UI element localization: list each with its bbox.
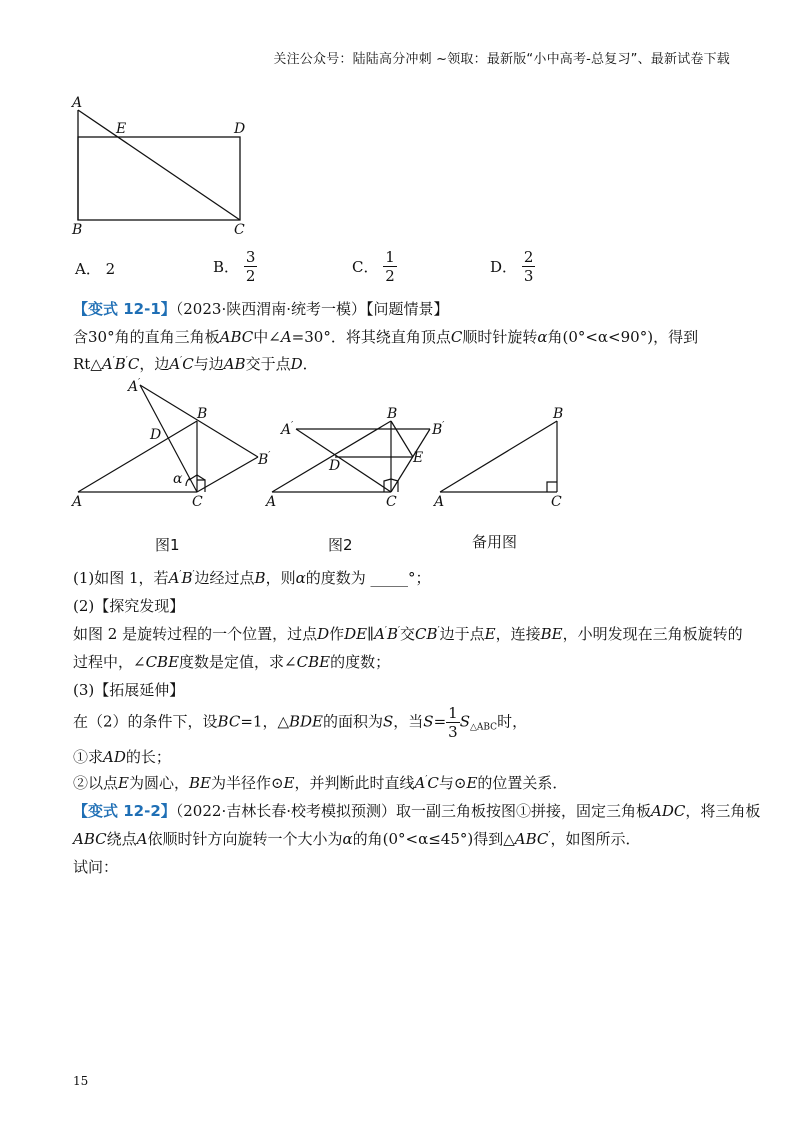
text: ABC: [73, 830, 107, 848]
text: 边经过点: [194, 569, 255, 587]
text: 角(0°<α<90°)，得到: [547, 328, 699, 346]
page-number: 15: [73, 1074, 89, 1088]
text: BC: [217, 712, 241, 731]
page-header: 关注公众号：陆陆高分冲刺 ~领取：最新版“小中高考-总复习”、最新试卷下载: [273, 52, 730, 67]
text: 作: [329, 625, 345, 643]
fig2-label-a-prime: A′: [281, 421, 294, 438]
figure-1: [78, 385, 258, 492]
variant-12-2-line-2: ABC绕点A依顺时针方向旋转一个大小为α的角(0°<α≤45°)得到△ABC′，如图所示．: [73, 830, 641, 848]
fig1-bpc: [197, 457, 258, 492]
text: 的度数为 _____°；: [305, 569, 431, 587]
text: 1: [448, 704, 458, 722]
top-fig-label-b: B: [72, 222, 83, 238]
fig1-alpha-arc: [186, 478, 190, 486]
text: CBE: [296, 653, 331, 671]
fig2-apc: [296, 429, 391, 492]
variant-12-2-line-1: [73, 800, 760, 821]
text: S: [423, 712, 434, 731]
text: B: [258, 452, 269, 468]
text: S: [383, 712, 394, 731]
fig3-right-angle: [547, 482, 557, 492]
question-2-title: (2)【探究发现】: [73, 597, 185, 615]
top-fig-label-a: A: [72, 95, 83, 111]
text: ，边: [139, 355, 170, 373]
fig2-label-b: B: [387, 406, 398, 422]
caption-spare-figure: 备用图: [472, 533, 518, 551]
question-1: (1)如图 1，若A′B′边经过点B，则α的度数为 _____°；: [73, 569, 431, 587]
variant-12-1-line-1: [73, 326, 698, 347]
text: ，将三角板: [685, 802, 761, 820]
option-c-num: 1: [385, 248, 395, 266]
text: ABC: [219, 328, 254, 346]
question-2-line-1: 如图 2 是旋转过程的一个位置，过点D作DE∥A′B′交CB′边于点E，连接BE，小明发现在三角板旋转的: [73, 625, 743, 643]
text: 顺时针旋转: [462, 328, 538, 346]
text: A: [281, 422, 292, 438]
variant-12-1-line-2: Rt△A′B′C，边A′C与边AB交于点D．: [73, 355, 318, 373]
text: 依顺时针方向旋转一个大小为: [147, 830, 343, 848]
caption-figure-1: 图1: [155, 536, 180, 554]
text: ，连接: [495, 625, 541, 643]
text: Rt△: [73, 355, 102, 373]
text: B: [426, 625, 438, 643]
option-c: [352, 248, 397, 285]
option-a: [75, 258, 115, 279]
fig3-label-c: C: [551, 494, 562, 510]
text: ，如图所示．: [550, 830, 641, 848]
text: 度数是定值，求∠: [179, 653, 297, 671]
text: ABC: [514, 830, 549, 848]
figure-2: [272, 421, 430, 492]
one-third-fraction: [446, 704, 460, 741]
question-3-title: (3)【拓展延伸】: [73, 681, 185, 699]
text: A: [169, 355, 181, 373]
option-b: [213, 248, 257, 285]
text: 含: [73, 328, 89, 346]
text: 时，: [497, 712, 528, 731]
fig1-label-a-prime: A′: [128, 378, 141, 395]
text: 为半径作⊙: [210, 774, 284, 792]
text: A: [414, 774, 426, 792]
option-d-letter: D．: [490, 258, 518, 276]
text: 与⊙: [438, 774, 467, 792]
option-d-den: 3: [523, 267, 534, 285]
text: E: [283, 774, 295, 792]
fig1-label-d: D: [150, 427, 162, 443]
text: ①求: [73, 748, 104, 766]
text: ，则: [265, 569, 296, 587]
text: 的位置关系．: [477, 774, 568, 792]
text: α: [342, 830, 353, 848]
option-d: [490, 248, 535, 285]
text: B: [254, 569, 266, 587]
top-fig-rect: [78, 137, 240, 220]
option-b-letter: B．: [213, 258, 240, 276]
text: C: [427, 774, 439, 792]
text: °角的直角三角板: [107, 328, 220, 346]
text: 交于点: [245, 355, 291, 373]
question-3-part-1: [73, 746, 171, 767]
text: B: [386, 625, 398, 643]
fig1-label-b: B: [197, 406, 208, 422]
text: α: [295, 569, 306, 587]
text: 在（2）的条件下，设: [73, 712, 218, 731]
fig3-label-a: A: [434, 494, 445, 510]
option-b-den: 2: [245, 267, 256, 285]
text: A: [136, 830, 148, 848]
text: 3: [448, 723, 458, 741]
text: E: [484, 625, 496, 643]
fig3-ab: [440, 421, 557, 492]
variant-12-2-tag: 【变式 12-2】: [73, 802, 176, 820]
fig2-be: [391, 421, 413, 457]
fig1-apc: [140, 385, 197, 492]
fig1-label-alpha: α: [173, 471, 183, 487]
text: B: [432, 422, 443, 438]
text: E: [466, 774, 478, 792]
text: C: [415, 625, 427, 643]
text: A: [374, 625, 385, 643]
top-fig-label-d: D: [234, 121, 246, 137]
text: C: [450, 328, 463, 346]
option-b-fraction: [244, 248, 258, 285]
text: C: [127, 355, 140, 373]
variant-12-1-heading: [73, 298, 448, 319]
text: 交: [400, 625, 416, 643]
option-a-letter: A．: [75, 260, 101, 278]
option-a-value: 2: [105, 260, 116, 278]
question-2-line-2: [73, 651, 390, 672]
fig2-label-b-prime: B′: [432, 421, 445, 438]
text: B: [114, 355, 126, 373]
text: α: [537, 328, 548, 346]
text: ，并判断此时直线: [294, 774, 415, 792]
text: A: [101, 355, 113, 373]
option-c-den: 2: [385, 267, 395, 285]
text: （2022·吉林长春·校考模拟预测）取一副三角板按图①拼接，固定三角板: [175, 802, 651, 820]
variant-12-2-line-3: 试问：: [73, 858, 119, 876]
fig1-label-b-prime: B′: [258, 451, 271, 468]
text: 过程中，∠: [73, 653, 146, 671]
text: 的长；: [125, 748, 171, 766]
text: B: [181, 569, 193, 587]
option-d-fraction: [522, 248, 536, 285]
text: 如图 2 是旋转过程的一个位置，过点: [73, 625, 318, 643]
text: 为圆心，: [128, 774, 189, 792]
text: BE: [540, 625, 563, 643]
text: AB: [223, 355, 246, 373]
text: A: [168, 569, 180, 587]
question-3-part-2: ②以点E为圆心，BE为半径作⊙E，并判断此时直线A′C与⊙E的位置关系．: [73, 774, 568, 792]
text: CBE: [145, 653, 180, 671]
fig1-label-c: C: [192, 494, 203, 510]
text: ，当: [393, 712, 424, 731]
fig2-label-e: E: [413, 450, 424, 466]
question-3-line-1: [73, 704, 527, 741]
option-b-num: 3: [245, 248, 256, 266]
text: E: [118, 774, 129, 792]
text: ADC: [650, 802, 686, 820]
option-d-num: 2: [523, 248, 534, 266]
text: 边于点: [439, 625, 485, 643]
text: △ABC: [469, 722, 498, 733]
text: 的角(0°<α≤45°)得到△: [352, 830, 515, 848]
text: ．: [302, 355, 318, 373]
variant-12-1-source: （2023·陕西渭南·统考一模）【问题情景】: [175, 300, 449, 318]
fig1-label-a: A: [72, 494, 83, 510]
text: ②以点: [73, 774, 119, 792]
text: =1，△: [240, 712, 289, 731]
fig2-label-d: D: [329, 458, 341, 474]
fig2-label-c: C: [386, 494, 397, 510]
fig3-label-b: B: [553, 406, 564, 422]
text: A: [128, 379, 139, 395]
variant-12-1-tag: 【变式 12-1】: [73, 300, 176, 318]
text: AD: [103, 748, 126, 766]
top-fig-label-c: C: [234, 222, 245, 238]
text: =30°．将其绕直角顶点: [291, 328, 451, 346]
text: 的面积为: [322, 712, 383, 731]
text: 绕点: [106, 830, 137, 848]
text: ∥: [367, 625, 375, 643]
option-c-letter: C．: [352, 258, 379, 276]
fig2-label-a: A: [266, 494, 277, 510]
figure-3: [440, 421, 557, 492]
text: 中∠: [253, 328, 281, 346]
text: A: [280, 328, 292, 346]
caption-figure-2: 图2: [328, 536, 353, 554]
text: BDE: [288, 712, 323, 731]
text: S: [459, 712, 470, 731]
fig2-bpc: [391, 429, 430, 492]
top-fig-diagonal-ac: [78, 110, 240, 220]
text: C: [182, 355, 194, 373]
option-c-fraction: [383, 248, 397, 285]
text: BE: [188, 774, 211, 792]
text: 30: [88, 328, 108, 346]
text: D: [317, 625, 330, 643]
top-fig-label-e: E: [116, 121, 127, 137]
text: =: [433, 712, 447, 731]
text: 与边: [193, 355, 224, 373]
text: ，小明发现在三角板旋转的: [562, 625, 743, 643]
text: 的度数；: [330, 653, 391, 671]
text: DE: [344, 625, 368, 643]
text: D: [290, 355, 303, 373]
text: (1)如图 1，若: [73, 569, 169, 587]
